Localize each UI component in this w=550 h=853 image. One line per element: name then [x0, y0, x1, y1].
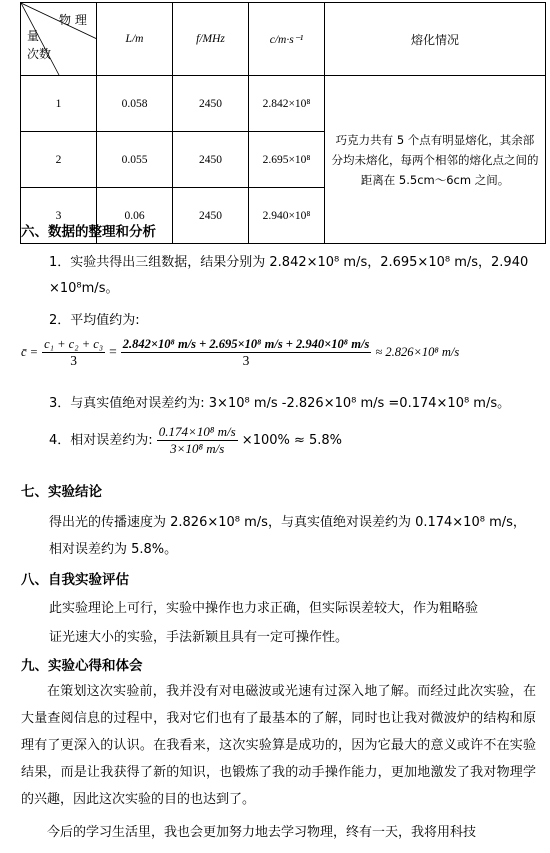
table-header-row [21, 3, 546, 76]
sec6-item1-line1: 1．实验共得出三组数据，结果分别为 2.842×10⁸ m/s，2.695×10⁸ m/s，2.940 [49, 255, 529, 270]
table-row [21, 76, 546, 132]
diag-label-quantity: 量 [27, 29, 40, 43]
cell-frequency: 2450 [173, 132, 249, 188]
relative-error-den: 3×10⁸ m/s [170, 441, 225, 456]
relative-error-num: 0.174×10⁸ m/s [158, 424, 236, 439]
formula-result: ≈ 2.826×10⁸ m/s [375, 345, 460, 359]
diag-label-physics: 物 理 [59, 13, 87, 27]
header-length: L/m [97, 3, 173, 76]
cell-trial: 2 [21, 132, 97, 188]
sec7-line1: 得出光的传播速度为 2.826×10⁸ m/s，与真实值绝对误差约为 0.174×10⁸ m/s， [49, 515, 526, 530]
formula-frac-numeric [121, 336, 372, 369]
cell-speed: 2.940×10⁸ [249, 188, 325, 244]
cell-trial: 3 [21, 188, 97, 244]
sec6-item1-line2: ×10⁸m/s。 [49, 281, 119, 296]
sec7-line2: 相对误差约为 5.8%。 [49, 542, 178, 557]
cell-length: 0.058 [97, 76, 173, 132]
sec8-line1: 此实验理论上可行，实验中操作也力求正确，但实际误差较大，作为粗略验 [49, 601, 479, 616]
cell-speed: 2.695×10⁸ [249, 132, 325, 188]
sec9-paragraph-1: 在策划这次实验前，我并没有对电磁波或光速有过深入地了解。而经过此次实验，在大量查阅信息的过程中，我对它们也有了最基本的了解，同时也让我对微波炉的结构和原理有了更深入的认识。在我看来，这次实验算是成功的，因为它最大的意义或许不在实验结果，而是让我获得了新的知识，也锻炼了我的动手操作能力，更加地激发了我对物理学的兴趣，因此这次实验的目的也达到了。 [21, 684, 536, 807]
cell-length: 0.055 [97, 132, 173, 188]
section-6-heading: 六、数据的整理和分析 [21, 224, 156, 240]
formula-lhs: c̄ = [21, 345, 39, 359]
sec6-item2: 2．平均值约为: [49, 313, 140, 328]
formula-frac-symbolic [42, 336, 105, 369]
relative-error-frac [157, 424, 238, 457]
section-9-heading: 九、实验心得和体会 [21, 658, 143, 674]
sec8-line2: 证光速大小的实验，手法新颖且具有一定可操作性。 [49, 630, 349, 645]
section-7-heading: 七、实验结论 [21, 484, 102, 500]
header-melting: 熔化情况 [325, 3, 546, 76]
cell-length: 0.06 [97, 188, 173, 244]
formula-den-symbolic: 3 [70, 353, 77, 368]
section-8-heading: 八、自我实验评估 [21, 572, 129, 588]
cell-frequency: 2450 [173, 76, 249, 132]
cell-speed: 2.842×10⁸ [249, 76, 325, 132]
formula-den-numeric: 3 [242, 353, 250, 368]
diagonal-header-cell [21, 3, 97, 76]
cell-trial: 1 [21, 76, 97, 132]
item4-tail: ×100% ≈ 5.8% [241, 433, 343, 448]
cell-frequency: 2450 [173, 188, 249, 244]
sec9-paragraph-2: 今后的学习生活里，我也会更加努力地去学习物理，终有一天，我将用科技 [47, 825, 477, 840]
formula-num-symbolic: c₁ + c₂ + c₃ [44, 337, 104, 351]
melting-note: 巧克力共有 5 个点有明显熔化，其余部分均未熔化，每两个相邻的熔化点之间的距离在 5.5cm～6cm 之间。 [325, 76, 546, 244]
sec6-item3: 3．与真实值绝对误差约为: 3×10⁸ m/s -2.826×10⁸ m/s =0.174×10⁸ m/s。 [49, 396, 511, 411]
header-speed: c/m·s⁻¹ [249, 3, 325, 76]
average-formula: c̄ = $\frac{\text{c₁ + c₂ + c₃}}{3}$ = $\frac{\text{2.842×10⁸ m/s + 2.695×10⁸ m/s + 2.940×10⁸ m/s}}{3}$ ≈ 2.826×10⁸ m/s [21, 337, 460, 368]
measurement-table [20, 2, 546, 244]
formula-num-numeric: 2.842×10⁸ m/s + 2.695×10⁸ m/s + 2.940×10⁸ m/s [122, 337, 370, 351]
header-frequency: f/MHz [173, 3, 249, 76]
sec6-item4 [49, 424, 342, 457]
diag-label-trial: 次数 [27, 47, 52, 61]
item4-label: 4．相对误差约为: [49, 433, 153, 448]
